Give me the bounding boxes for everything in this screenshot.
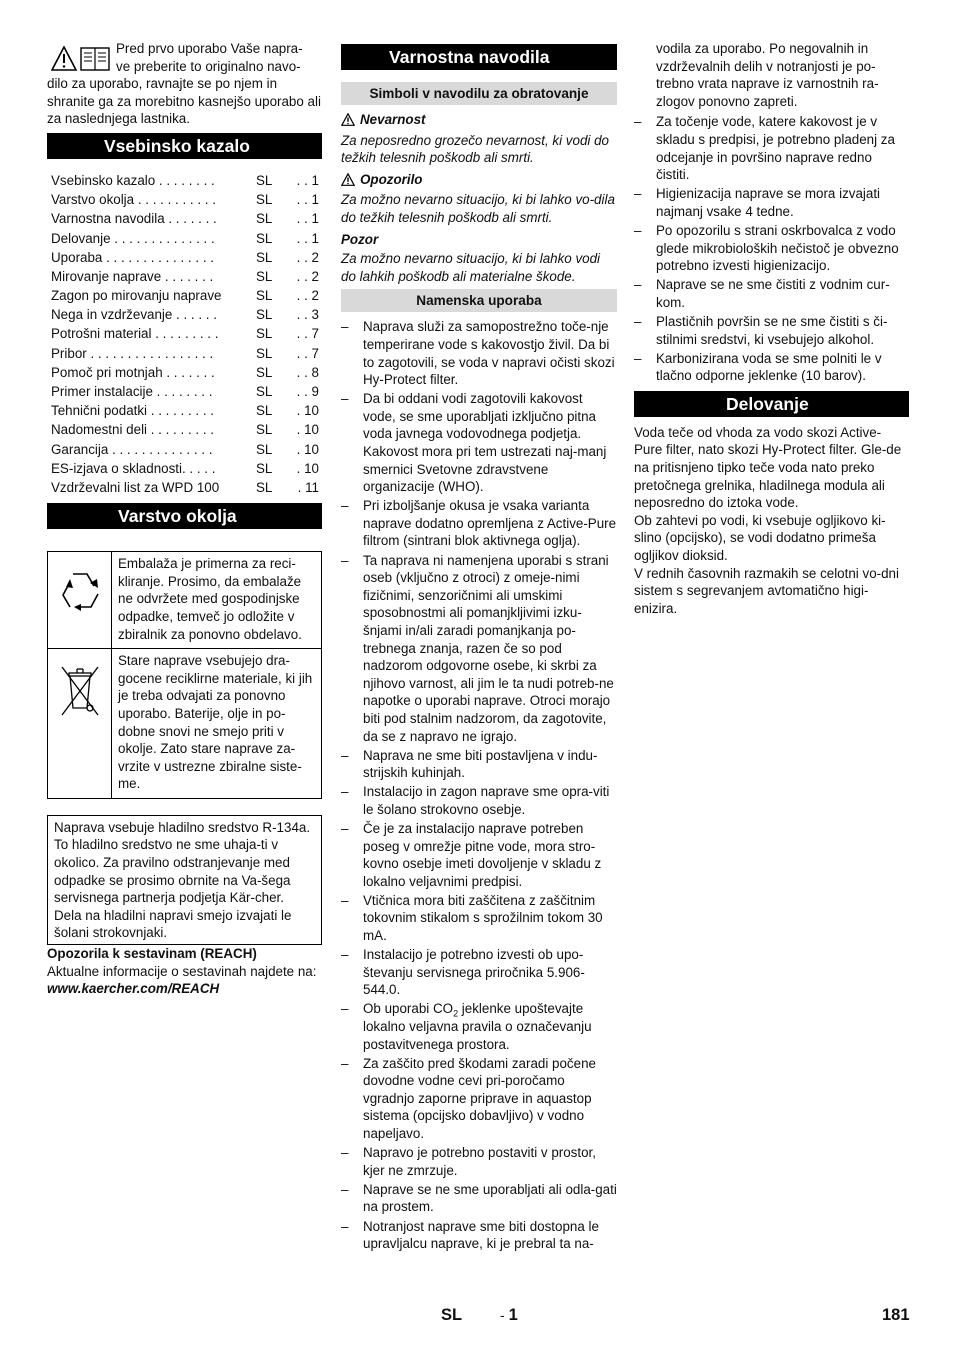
toc-page: . . 1 bbox=[296, 172, 319, 188]
toc-lang: SL bbox=[256, 479, 273, 495]
toc-page: . 11 bbox=[297, 479, 319, 495]
toc-row[interactable] bbox=[51, 229, 319, 248]
toc-page: . . 1 bbox=[296, 211, 319, 227]
toc-lang: SL bbox=[256, 249, 273, 265]
toc-page: . 10 bbox=[296, 460, 319, 476]
toc-lang: SL bbox=[256, 403, 273, 419]
toc-row[interactable] bbox=[51, 459, 319, 478]
toc-page: . . 8 bbox=[296, 364, 319, 380]
warning-heading bbox=[341, 171, 617, 189]
toc-title: Mirovanje naprave . . . . . . . bbox=[51, 268, 214, 284]
danger-text: Za neposredno grozečo nevarnost, ki vodi do težkih telesnih poškodb ali smrti. bbox=[341, 132, 609, 166]
list-item: – Karbonizirana voda se sme polniti le v tlačno odporne jeklenke (10 barov). bbox=[634, 350, 909, 385]
toc-title: Uporaba . . . . . . . . . . . . . . . bbox=[51, 249, 214, 265]
refrigerant-box: Naprava vsebuje hladilno sredstvo R-134a. To hladilno sredstvo ne sme uhaja-ti v okolico. Za pravilno odstranjevanje med odpadke se prosimo obrnite na Va-šega servisnega partnerja podjetja Kär-cher. Dela na hladilni napravi smejo izvajati le šolani strokovnjaki. bbox=[47, 815, 322, 945]
co2-text-post: jeklenke upoštevajte lokalno veljavna pravila o označevanju postavitvenega prostora. bbox=[363, 1001, 592, 1052]
crossed-bin-icon bbox=[48, 649, 112, 798]
toc-heading: Vsebinsko kazalo bbox=[47, 133, 322, 159]
reach-title: Opozorila k sestavinam (REACH) bbox=[47, 946, 257, 962]
list-item: – Ta naprava ni namenjena uporabi s strani oseb (vključno z otroci) z omeje-nimi fizičnimi, senzoričnimi ali umskimi sposobnostmi ali pomanjkljivimi izku-šnjami in/ali zaradi pomanjkanja po-trebnega znanja, razen če so pod nadzorom odgovorne osebe, ki skrbi za njihovo varnost, ali jim le ta nudi potreb-ne napotke o uporabi naprave. Otroci morajo biti pod stalnim nadzorom, da zagotovite, da se z napravo ne igrajo. bbox=[341, 552, 617, 746]
toc-lang: SL bbox=[256, 422, 273, 438]
operation-para-2: Ob zahtevi po vodi, ki vsebuje ogljikovo ki-slino (opcijsko), se vodi dodatno primeša ogljikov dioksid. bbox=[634, 512, 886, 563]
env-recycle-text: Embalaža je primerna za reci-kliranje. Prosimo, da embalaže ne odvržete med gospodinjske odpadke, temveč jo odložite v zbiralnik za ponovno obdelavo. bbox=[118, 556, 302, 642]
safety-heading: Varnostna navodila bbox=[341, 44, 617, 70]
recycle-icon bbox=[48, 552, 112, 648]
list-item: – Instalacijo je potrebno izvesti ob upo-števanju servisnega priročnika 5.906-544.0. bbox=[341, 946, 617, 999]
list-item: – Za točenje vode, katere kakovost je v skladu s predpisi, je potrebno pladenj za odcejanje in površino naprave redno čistiti. bbox=[634, 113, 909, 183]
toc-page: . . 9 bbox=[296, 384, 319, 400]
list-item: – Naprave se ne sme uporabljati ali odla-gati na prostem. bbox=[341, 1181, 617, 1216]
toc-lang: SL bbox=[256, 230, 273, 246]
toc-title: Zagon po mirovanju naprave bbox=[51, 288, 222, 304]
env-row-recycle bbox=[48, 552, 321, 649]
list-item: – Napravo je potrebno postaviti v prostor, kjer ne zmrzuje. bbox=[341, 1144, 617, 1179]
toc-lang: SL bbox=[256, 172, 273, 188]
toc-title: Delovanje . . . . . . . . . . . . . . bbox=[51, 230, 215, 246]
list-item: – Da bi oddani vodi zagotovili kakovost vode, se sme uporabljati izključno pitna voda javnega vodovodnega podjetja. Kakovost mora pri tem ustrezati naj-manj smernici Svetovne zdravstvene organizacije (WHO). bbox=[341, 390, 617, 496]
co2-text-pre: Ob uporabi CO bbox=[363, 1001, 454, 1017]
co2-subscript: 2 bbox=[453, 1009, 459, 1020]
toc-row[interactable] bbox=[51, 305, 319, 324]
toc-row[interactable] bbox=[51, 363, 319, 382]
toc-lang: SL bbox=[256, 192, 273, 208]
toc-lang: SL bbox=[256, 307, 273, 323]
warning-triangle-icon bbox=[341, 113, 355, 126]
list-item-co2 bbox=[341, 1000, 617, 1053]
toc-title: Vzdrževalni list za WPD 100 bbox=[51, 479, 220, 495]
list-item: – Naprave se ne sme čistiti z vodnim cur-kom. bbox=[634, 276, 909, 311]
toc-title: Tehnični podatki . . . . . . . . . bbox=[51, 403, 214, 419]
toc-row[interactable] bbox=[51, 344, 319, 363]
env-weee-text: Stare naprave vsebujejo dra-gocene reciklirne materiale, ki jih je treba odvajati za ponovno uporabo. Baterije, olje in po-dobne snovi ne smejo priti v okolje. Zato stare naprave za-vrzite v ustrezne zbiralne siste-me. bbox=[118, 653, 313, 792]
list-item: – Naprava služi za samopostrežno toče-nje temperirane vode s kakovostjo živil. Da bi to zagotovili, se voda v napravi očisti skozi Hy-Protect filter. bbox=[341, 318, 617, 388]
list-item: – Instalacijo in zagon naprave sme opra-viti le šolano strokovno osebje. bbox=[341, 783, 617, 818]
column-left bbox=[47, 40, 322, 998]
caution-label: Pozor bbox=[341, 231, 379, 247]
intro-rest: dilo za uporabo, ravnajte se po njem in shranite ga za morebitno kasnejšo uporabo ali za naslednjega lastnika. bbox=[47, 76, 321, 127]
reach-text: Aktualne informacije o sestavinah najdete na: bbox=[47, 963, 317, 979]
toc-row[interactable] bbox=[51, 420, 319, 439]
column-right bbox=[634, 40, 909, 617]
intro-line-1: Pred prvo uporabo Vaše napra- bbox=[116, 41, 303, 56]
toc-lang: SL bbox=[256, 326, 273, 342]
symbols-heading: Simboli v navodilu za obratovanje bbox=[341, 82, 617, 105]
operation-para-1: Voda teče od vhoda za vodo skozi Active-Pure filter, nato skozi Hy-Protect filter. Gle-de na pritisnjeno tipko teče voda nato preko pretočnega grelnika, hladilnega modula ali neposredno do iztoka vode. bbox=[634, 424, 902, 511]
warning-triangle-icon bbox=[341, 173, 355, 186]
toc-title: Pomoč pri motnjah . . . . . . . bbox=[51, 364, 215, 380]
toc-lang: SL bbox=[256, 384, 273, 400]
toc-title: ES-izjava o skladnosti. . . . . bbox=[51, 460, 216, 476]
list-item: – Za zaščito pred škodami zaradi počene dovodne vodne cevi pri-poročamo vgradnjo zaporne priprave in aquastop sistema (opcijsko dobavljivo) v vodno napeljavo. bbox=[341, 1055, 617, 1143]
operation-heading: Delovanje bbox=[634, 391, 909, 417]
toc-title: Primer instalacije . . . . . . . . bbox=[51, 384, 213, 400]
toc-row[interactable] bbox=[51, 440, 319, 459]
toc-page: . . 2 bbox=[296, 249, 319, 265]
toc-page: . . 2 bbox=[296, 268, 319, 284]
toc-row[interactable] bbox=[51, 478, 319, 497]
intended-use-list bbox=[341, 318, 617, 1252]
list-item: – Notranjost naprave sme biti dostopna le upravljalcu naprave, ki je prebral ta na- bbox=[341, 1218, 617, 1253]
toc-lang: SL bbox=[256, 211, 273, 227]
list-item: – Naprava ne sme biti postavljena v indu-strijskih kuhinjah. bbox=[341, 747, 617, 782]
column-middle bbox=[341, 44, 617, 1254]
toc-row[interactable] bbox=[51, 286, 319, 305]
warning-label: Opozorilo bbox=[360, 171, 423, 187]
toc-page: . 10 bbox=[296, 422, 319, 438]
danger-heading bbox=[341, 111, 617, 129]
danger-label: Nevarnost bbox=[360, 112, 426, 127]
toc-lang: SL bbox=[256, 460, 273, 476]
intended-use-heading: Namenska uporaba bbox=[341, 289, 617, 312]
toc-lang: SL bbox=[256, 268, 273, 284]
safety-continued-text: vodila za uporabo. Po negovalnih in vzdrževalnih delih v notranjosti je po-trebno vrata naprave iz varnostnih ra-zlogov ponovno zapreti. bbox=[656, 41, 879, 109]
toc-title: Vsebinsko kazalo . . . . . . . . bbox=[51, 172, 215, 188]
operation-para-3: V rednih časovnih razmakih se celotni vo-dni sistem s segrevanjem avtomatično higi-enizira. bbox=[634, 565, 899, 616]
toc-page: . . 1 bbox=[296, 230, 319, 246]
warning-manual-icon bbox=[51, 46, 113, 72]
toc-title: Potrošni material . . . . . . . . . bbox=[51, 326, 219, 342]
env-heading: Varstvo okolja bbox=[47, 503, 322, 529]
toc-page: . . 3 bbox=[296, 307, 319, 323]
toc-row[interactable] bbox=[51, 382, 319, 401]
footer-page-prefix: - bbox=[500, 1307, 509, 1323]
footer-page bbox=[500, 1307, 518, 1325]
toc-lang: SL bbox=[256, 345, 273, 361]
toc-lang: SL bbox=[256, 441, 273, 457]
toc-title: Garancija . . . . . . . . . . . . . . bbox=[51, 441, 213, 457]
toc-lang: SL bbox=[256, 288, 273, 304]
list-item: – Če je za instalacijo naprave potreben poseg v omrežje pitne vode, mora stro-kovno osebje imeti dovoljenje v skladu z lokalno veljavnimi predpisi. bbox=[341, 820, 617, 890]
toc-title: Nadomestni deli . . . . . . . . . bbox=[51, 422, 214, 438]
toc-title: Varnostna navodila . . . . . . . bbox=[51, 211, 217, 227]
toc-page: . . 1 bbox=[296, 192, 319, 208]
caution-text: Za možno nevarno situacijo, ki bi lahko vodi do lahkih poškodb ali materialne škode. bbox=[341, 251, 601, 284]
list-item: – Plastičnih površin se ne sme čistiti s či-stilnimi sredstvi, ki vsebujejo alkohol. bbox=[634, 313, 909, 348]
intro-block bbox=[47, 40, 322, 128]
toc-row[interactable] bbox=[51, 171, 319, 190]
toc-row[interactable] bbox=[51, 401, 319, 420]
toc-page: . . 2 bbox=[296, 288, 319, 304]
toc-row[interactable] bbox=[51, 190, 319, 209]
env-row-weee bbox=[48, 649, 321, 798]
toc-title: Pribor . . . . . . . . . . . . . . . . . bbox=[51, 345, 214, 361]
list-item: – Po opozorilu s strani oskrbovalca z vodo glede mikrobioloških nečistoč je obvezno potrebno izvesti higienizacijo. bbox=[634, 222, 909, 275]
toc-row[interactable] bbox=[51, 248, 319, 267]
toc-page: . 10 bbox=[296, 441, 319, 457]
list-item: – Vtičnica mora biti zaščitena z zaščitnim tokovnim stikalom s sprožilnim tokom 30 mA. bbox=[341, 892, 617, 945]
list-item: – Higienizacija naprave se mora izvajati najmanj vsake 4 tedne. bbox=[634, 185, 909, 220]
table-of-contents bbox=[51, 171, 319, 497]
reach-link[interactable]: www.kaercher.com/REACH bbox=[47, 981, 220, 997]
toc-lang: SL bbox=[256, 364, 273, 380]
toc-row[interactable] bbox=[51, 324, 319, 343]
footer-page-number: 1 bbox=[508, 1306, 518, 1324]
environment-box bbox=[47, 551, 322, 799]
safety-list-continued bbox=[634, 113, 909, 384]
toc-row[interactable] bbox=[51, 267, 319, 286]
toc-page: . . 7 bbox=[296, 345, 319, 361]
warning-text: Za možno nevarno situacijo, ki bi lahko vo-dila do težkih telesnih poškodb ali smrti. bbox=[341, 192, 615, 225]
list-item: – Pri izboljšanje okusa je vsaka varianta naprave dodatno opremljena z Active-Pure filtrom (sintrani blok aktivnega oglja). bbox=[341, 497, 617, 550]
footer-language: SL bbox=[441, 1306, 463, 1324]
toc-page: . . 7 bbox=[296, 326, 319, 342]
intro-line-2: ve preberite to originalno navo- bbox=[116, 58, 301, 74]
toc-title: Varstvo okolja . . . . . . . . . . . bbox=[51, 192, 216, 208]
toc-page: . 10 bbox=[296, 403, 319, 419]
footer-total-page: 181 bbox=[882, 1306, 910, 1324]
toc-title: Nega in vzdrževanje . . . . . . bbox=[51, 307, 217, 323]
toc-row[interactable] bbox=[51, 209, 319, 228]
